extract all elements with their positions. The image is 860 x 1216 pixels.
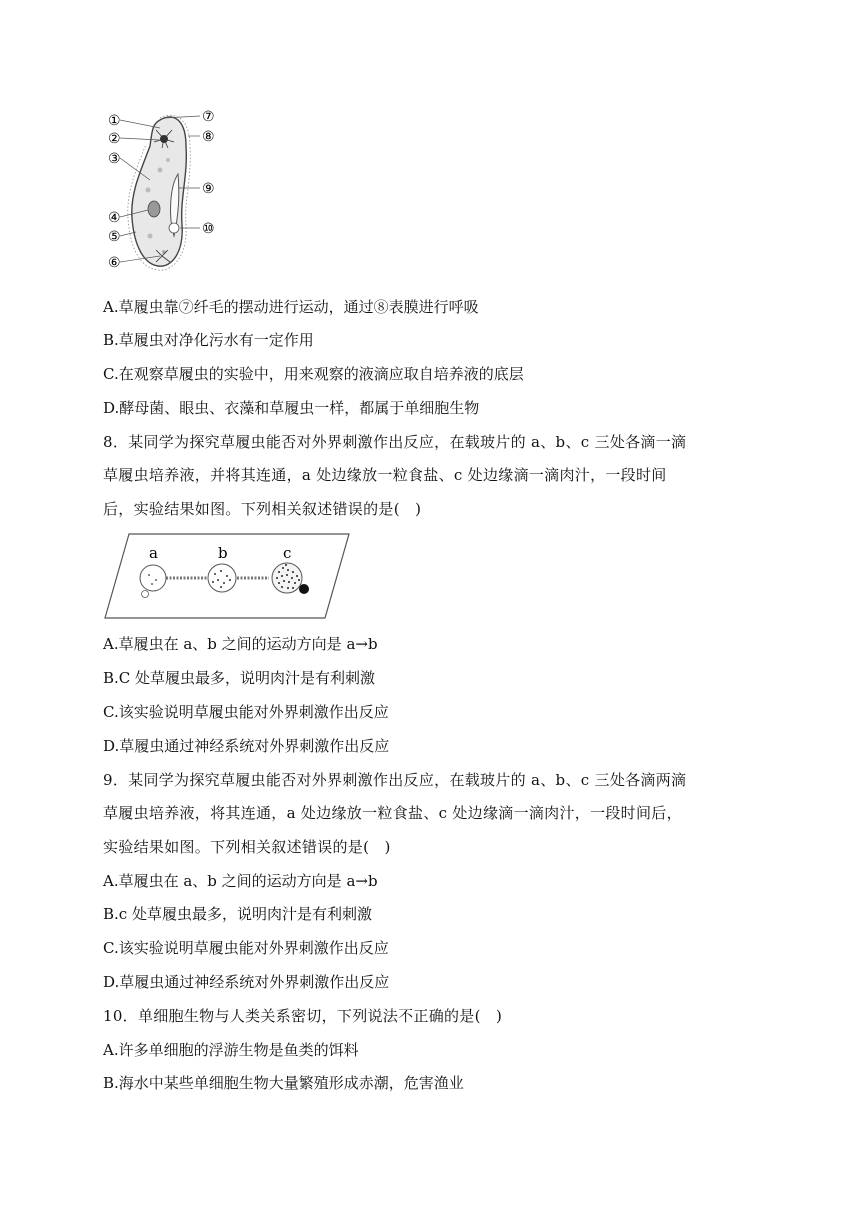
q8-option-d: D.草履虫通过神经系统对外界刺激作出反应 xyxy=(103,737,390,755)
q9-stem-line-1: 9．某同学为探究草履虫能否对外界刺激作出反应，在载玻片的 a、b、c 三处各滴两滴 xyxy=(103,771,687,789)
figure-label-a: a xyxy=(149,544,158,562)
q9-stem-line-3: 实验结果如图。下列相关叙述错误的是( ) xyxy=(103,838,391,856)
figure-label-3: ③ xyxy=(108,151,121,167)
q8-stem-line-3: 后，实验结果如图。下列相关叙述错误的是( ) xyxy=(103,500,422,518)
figure-label-7: ⑦ xyxy=(202,109,215,125)
q10-stem-line-1: 10．单细胞生物与人类关系密切，下列说法不正确的是( ) xyxy=(103,1007,503,1025)
q8-option-a: A.草履虫在 a、b 之间的运动方向是 a→b xyxy=(103,635,378,653)
figure-label-b: b xyxy=(218,544,228,562)
q7-option-a: A.草履虫靠⑦纤毛的摆动进行运动，通过⑧表膜进行呼吸 xyxy=(103,298,479,316)
figure-label-1: ① xyxy=(108,113,121,129)
figure-label-6: ⑥ xyxy=(108,255,121,271)
paramecium-figure xyxy=(104,106,226,274)
q7-option-d: D.酵母菌、眼虫、衣藻和草履虫一样，都属于单细胞生物 xyxy=(103,399,480,417)
figure-label-5: ⑤ xyxy=(108,229,121,245)
figure-label-2: ② xyxy=(108,131,121,147)
q10-option-a: A.许多单细胞的浮游生物是鱼类的饵料 xyxy=(103,1041,359,1059)
q7-option-c: C.在观察草履虫的实验中，用来观察的液滴应取自培养液的底层 xyxy=(103,365,524,383)
q8-stem-line-2: 草履虫培养液，并将其连通，a 处边缘放一粒食盐、c 处边缘滴一滴肉汁，一段时间 xyxy=(103,466,667,484)
q9-option-b: B.c 处草履虫最多，说明肉汁是有利刺激 xyxy=(103,905,372,923)
figure-label-c: c xyxy=(283,544,292,562)
q7-option-b: B.草履虫对净化污水有一定作用 xyxy=(103,331,314,349)
figure-label-4: ④ xyxy=(108,210,121,226)
q8-stem-line-1: 8．某同学为探究草履虫能否对外界刺激作出反应，在载玻片的 a、b、c 三处各滴一滴 xyxy=(103,433,687,451)
figure-label-9: ⑨ xyxy=(202,181,215,197)
q9-stem-line-2: 草履虫培养液，将其连通，a 处边缘放一粒食盐、c 处边缘滴一滴肉汁，一段时间后， xyxy=(103,804,682,822)
q10-option-b: B.海水中某些单细胞生物大量繁殖形成赤潮，危害渔业 xyxy=(103,1074,464,1092)
q9-option-d: D.草履虫通过神经系统对外界刺激作出反应 xyxy=(103,973,390,991)
q9-option-a: A.草履虫在 a、b 之间的运动方向是 a→b xyxy=(103,872,378,890)
figure-label-10: ⑩ xyxy=(202,221,215,237)
q8-option-b: B.C 处草履虫最多，说明肉汁是有利刺激 xyxy=(103,669,376,687)
slide-experiment-figure xyxy=(103,532,351,620)
q8-option-c: C.该实验说明草履虫能对外界刺激作出反应 xyxy=(103,703,389,721)
q9-option-c: C.该实验说明草履虫能对外界刺激作出反应 xyxy=(103,939,389,957)
figure-label-8: ⑧ xyxy=(202,129,215,145)
